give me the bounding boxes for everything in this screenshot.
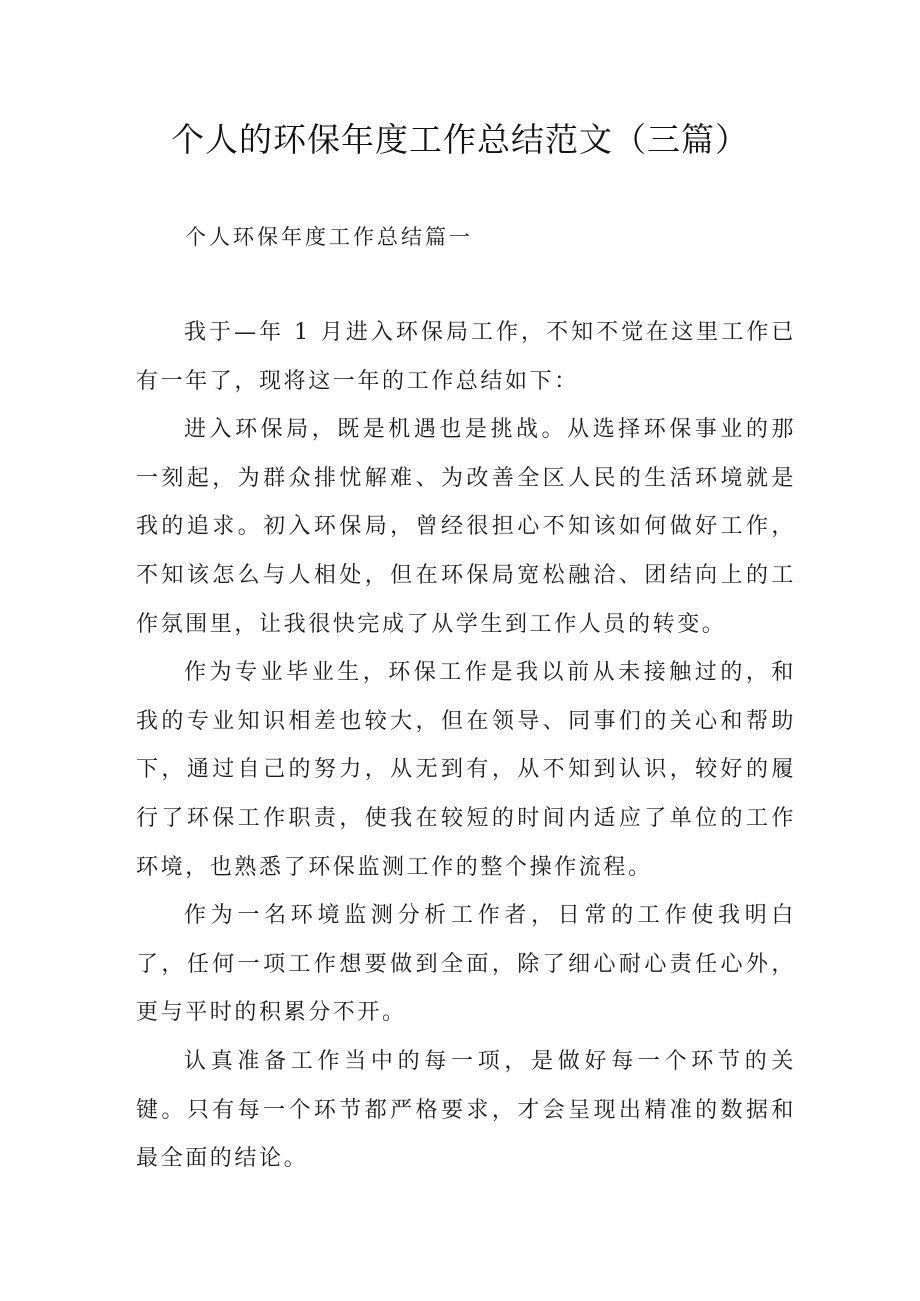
paragraph: 进入环保局，既是机遇也是挑战。从选择环保事业的那一刻起，为群众排忧解难、为改善全区人民的生活环境就是我的追求。初入环保局，曾经很担心不知该如何做好工作，不知该怎么与人相处，但在环保局宽松融洽、团结向上的工作氛围里，让我很快完成了从学生到工作人员的转变。 [136, 417, 796, 637]
paragraph: 作为专业毕业生，环保工作是我以前从未接触过的，和我的专业知识相差也较大，但在领导、同事们的关心和帮助下，通过自己的努力，从无到有，从不知到认识，较好的履行了环保工作职责，使我在较短的时间内适应了单位的工作环境，也熟悉了环保监测工作的整个操作流程。 [136, 660, 796, 880]
document-title: 个人的环保年度工作总结范文（三篇） [171, 120, 749, 159]
paragraph: 认真准备工作当中的每一项，是做好每一个环节的关键。只有每一个环节都严格要求，才会呈现出精准的数据和最全面的结论。 [136, 1048, 796, 1172]
section-heading: 个人环保年度工作总结篇一 [185, 225, 473, 249]
document-body [136, 309, 796, 1184]
paragraph: 我于—年 1 月进入环保局工作，不知不觉在这里工作已有一年了，现将这一年的工作总结如下： [136, 320, 796, 394]
paragraph: 作为一名环境监测分析工作者，日常的工作使我明白了，任何一项工作想要做到全面，除了细心耐心责任心外，更与平时的积累分不开。 [136, 903, 796, 1026]
